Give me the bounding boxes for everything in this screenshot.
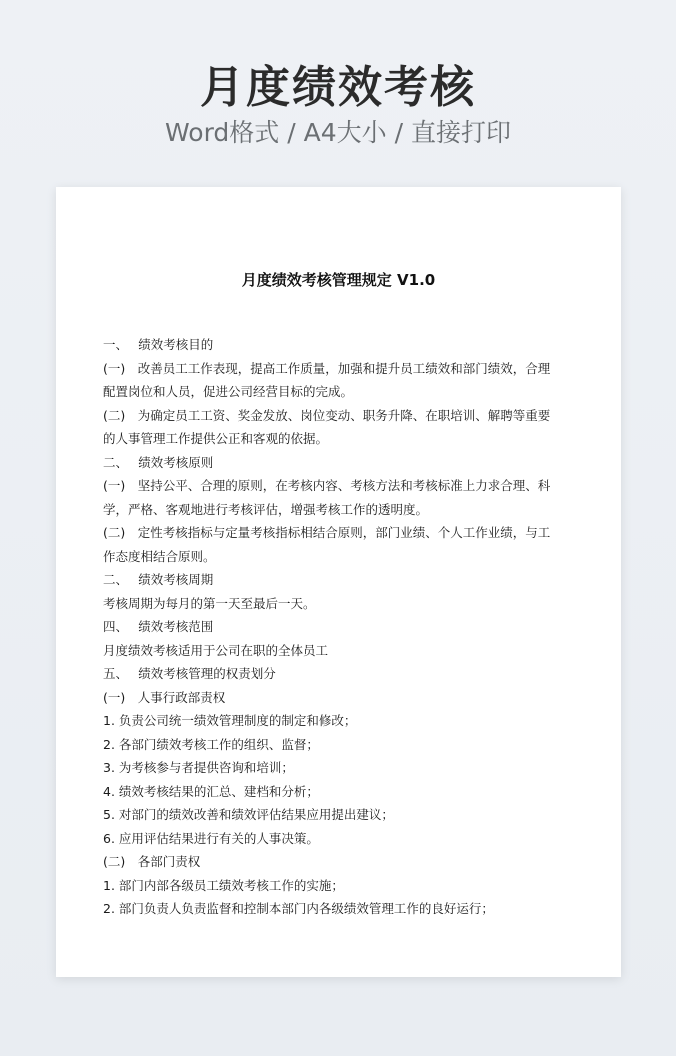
paragraph-line: (一) 坚持公平、合理的原则，在考核内容、考核方法和考核标准上力求合理、科 — [103, 478, 551, 493]
list-item: 1. 负责公司统一绩效管理制度的制定和修改； — [103, 713, 357, 728]
document-page — [56, 187, 621, 977]
document-title: 月度绩效考核管理规定 V1.0 — [241, 271, 436, 289]
hero-title: 月度绩效考核 — [200, 62, 476, 113]
section-heading: 五、 绩效考核管理的权责划分 — [103, 666, 276, 681]
section-heading: 四、 绩效考核范围 — [103, 619, 214, 634]
paragraph-line: 配置岗位和人员，促进公司经营目标的完成。 — [103, 384, 354, 399]
subsection-heading: (一) 人事行政部责权 — [103, 689, 226, 705]
section-heading: 一、 绩效考核目的 — [103, 337, 214, 352]
list-item: 1. 部门内部各级员工绩效考核工作的实施； — [103, 877, 344, 893]
list-item: 3. 为考核参与者提供咨询和培训； — [103, 760, 294, 775]
list-item: 4. 绩效考核结果的汇总、建档和分析； — [103, 783, 319, 799]
paragraph-line: (二) 为确定员工工资、奖金发放、岗位变动、职务升降、在职培训、解聘等重要 — [103, 407, 551, 423]
paragraph-line: 作态度相结合原则。 — [103, 548, 216, 564]
paragraph-line: 学，严格、客观地进行考核评估，增强考核工作的透明度。 — [103, 501, 429, 517]
list-item: 2. 部门负责人负责监督和控制本部门内各级绩效管理工作的良好运行； — [103, 901, 494, 916]
list-item: 6. 应用评估结果进行有关的人事决策。 — [103, 830, 319, 846]
section-heading: 二、 绩效考核周期 — [103, 572, 214, 587]
list-item: 2. 各部门绩效考核工作的组织、监督； — [103, 736, 319, 752]
paragraph-line: 考核周期为每月的第一天至最后一天。 — [103, 595, 316, 611]
list-item: 5. 对部门的绩效改善和绩效评估结果应用提出建议； — [103, 807, 394, 822]
section-heading: 二、 绩效考核原则 — [103, 454, 214, 470]
paragraph-line: 的人事管理工作提供公正和客观的依据。 — [103, 431, 329, 446]
document-body — [103, 333, 570, 921]
paragraph-line: (一) 改善员工工作表现，提高工作质量，加强和提升员工绩效和部门绩效，合理 — [103, 360, 551, 376]
subsection-heading: (二) 各部门责权 — [103, 854, 201, 869]
hero-subtitle: Word格式 / A4大小 / 直接打印 — [165, 118, 511, 147]
paragraph-line: 月度绩效考核适用于公司在职的全体员工 — [103, 642, 329, 658]
paragraph-line: (二) 定性考核指标与定量考核指标相结合原则，部门业绩、个人工作业绩，与工 — [103, 525, 551, 540]
